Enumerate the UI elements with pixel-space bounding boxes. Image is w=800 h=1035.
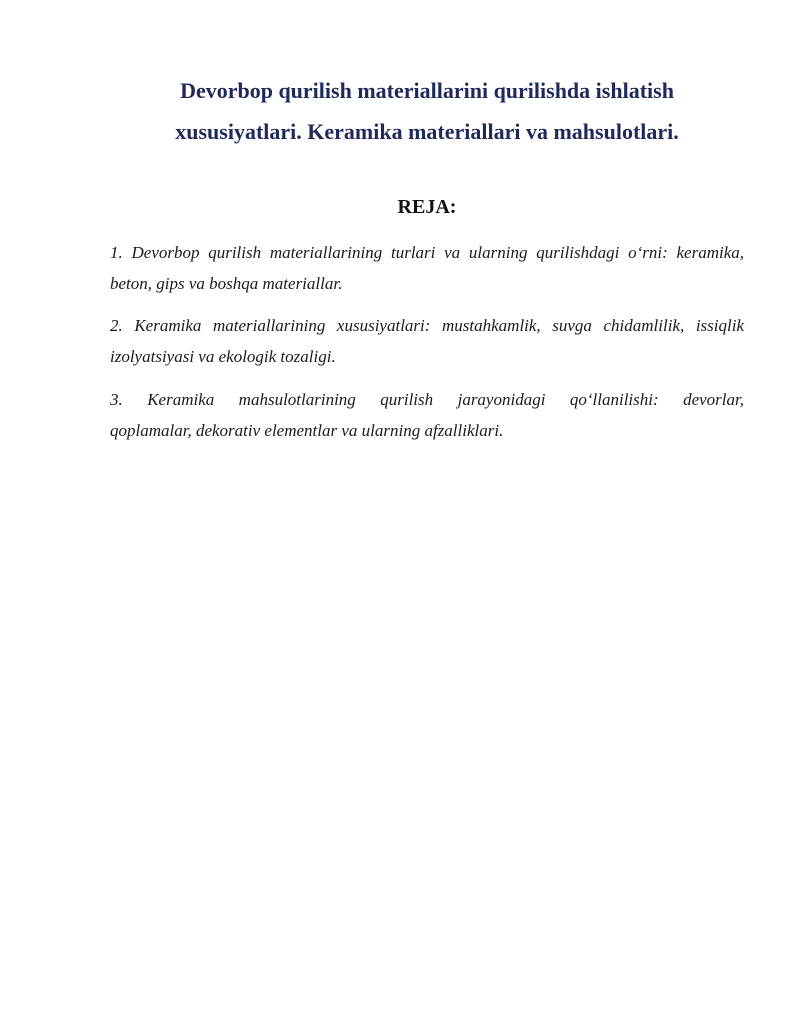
plan-item-3 [110, 384, 744, 446]
plan-heading: REJA: [397, 196, 457, 218]
document-title-line-1: Devorbop qurilish materiallarini qurilishda ishlatish [180, 78, 674, 103]
plan-item-3-line-2: qoplamalar, dekorativ elementlar va ularning afzalliklari. [110, 421, 504, 440]
plan-item-1-line-2: beton, gips va boshqa materiallar. [110, 274, 343, 293]
plan-item-2-line-1: 2. Keramika materiallarining xususiyatlari: mustahkamlik, suvga chidamlilik, issiqlik [110, 316, 744, 335]
plan-item-3-line-1: 3. Keramika mahsulotlarining qurilish jarayonidagi qo‘llanilishi: devorlar, [110, 390, 744, 409]
plan-item-1 [110, 237, 744, 299]
document-title-line-2: xususiyatlari. Keramika materiallari va mahsulotlari. [175, 119, 679, 144]
plan-item-1-line-1: 1. Devorbop qurilish materiallarining turlari va ularning qurilishdagi o‘rni: keramika, [110, 243, 744, 262]
plan-item-2 [110, 310, 744, 372]
document-title [110, 70, 744, 152]
plan-item-2-line-2: izolyatsiyasi va ekologik tozaligi. [110, 347, 336, 366]
